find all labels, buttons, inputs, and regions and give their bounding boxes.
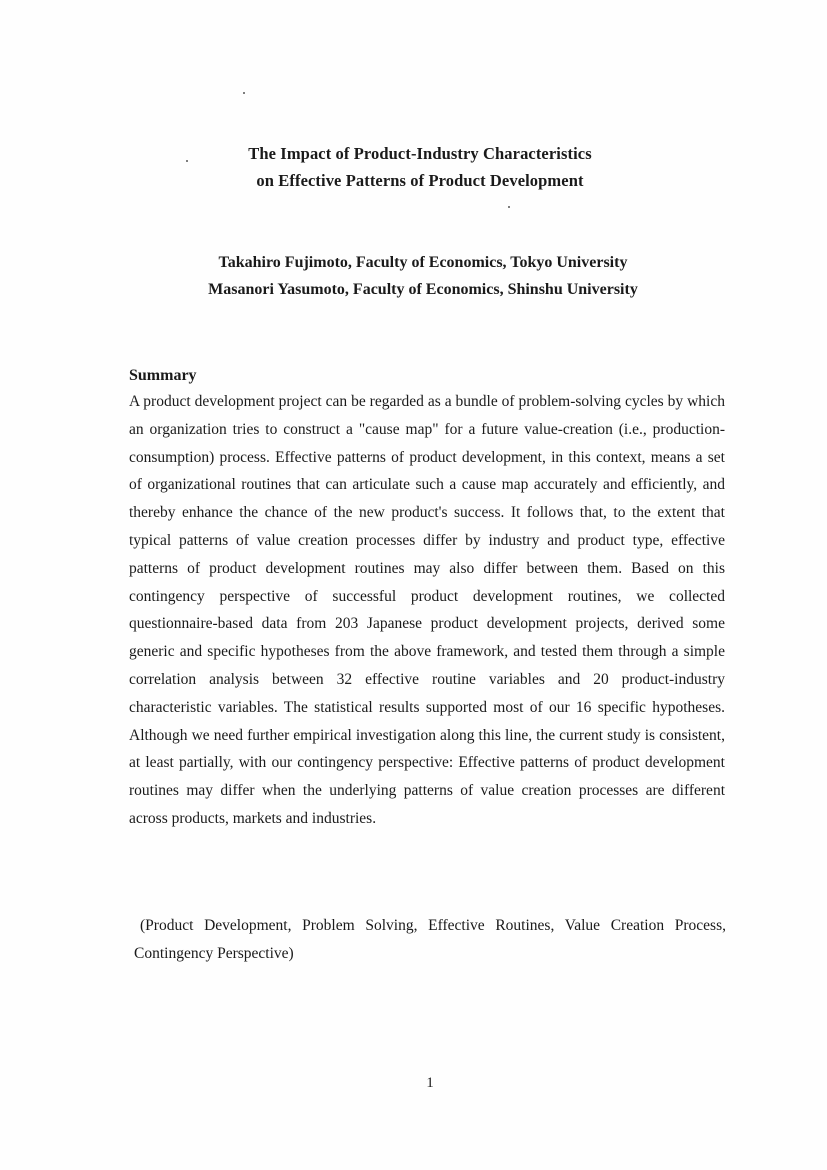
- author-2: Masanori Yasumoto, Faculty of Economics, Shinshu University: [208, 281, 638, 298]
- authors: [0, 249, 827, 303]
- page-number: 1: [426, 1075, 434, 1091]
- title-line-1: The Impact of Product-Industry Characteristics: [248, 144, 592, 163]
- summary-heading: Summary: [129, 367, 197, 384]
- scan-speck: [243, 92, 245, 94]
- paper-title: [0, 140, 827, 194]
- author-1: Takahiro Fujimoto, Faculty of Economics, Tokyo University: [218, 254, 628, 271]
- scan-speck: [508, 206, 510, 208]
- summary-text: A product development project can be regarded as a bundle of problem-solving cycles by which an organization tries to construct a "cause map" for a future value-creation (i.e., production-consumption) process. Effective patterns of product development, in this context, means a set of organizational routines that can articulate such a cause map accurately and efficiently, and thereby enhance the chance of the new product's success. It follows that, to the extent that typical patterns of value creation processes differ by industry and product type, effective patterns of product development routines may also differ between them. Based on this contingency perspective of successful product development routines, we collected questionnaire-based data from 203 Japanese product development projects, derived some generic and specific hypotheses from the above framework, and tested them through a simple correlation analysis between 32 effective routine variables and 20 product-industry characteristic variables. The statistical results supported most of our 16 specific hypotheses. Although we need further empirical investigation along this line, the current study is consistent, at least partially, with our contingency perspective: Effective patterns of product development routines may differ when the underlying patterns of value creation processes are different across products, markets and industries.: [129, 393, 725, 827]
- keywords: (Product Development, Problem Solving, Effective Routines, Value Creation Process, Contingency Perspective): [134, 917, 726, 962]
- title-line-2: on Effective Patterns of Product Development: [256, 171, 584, 190]
